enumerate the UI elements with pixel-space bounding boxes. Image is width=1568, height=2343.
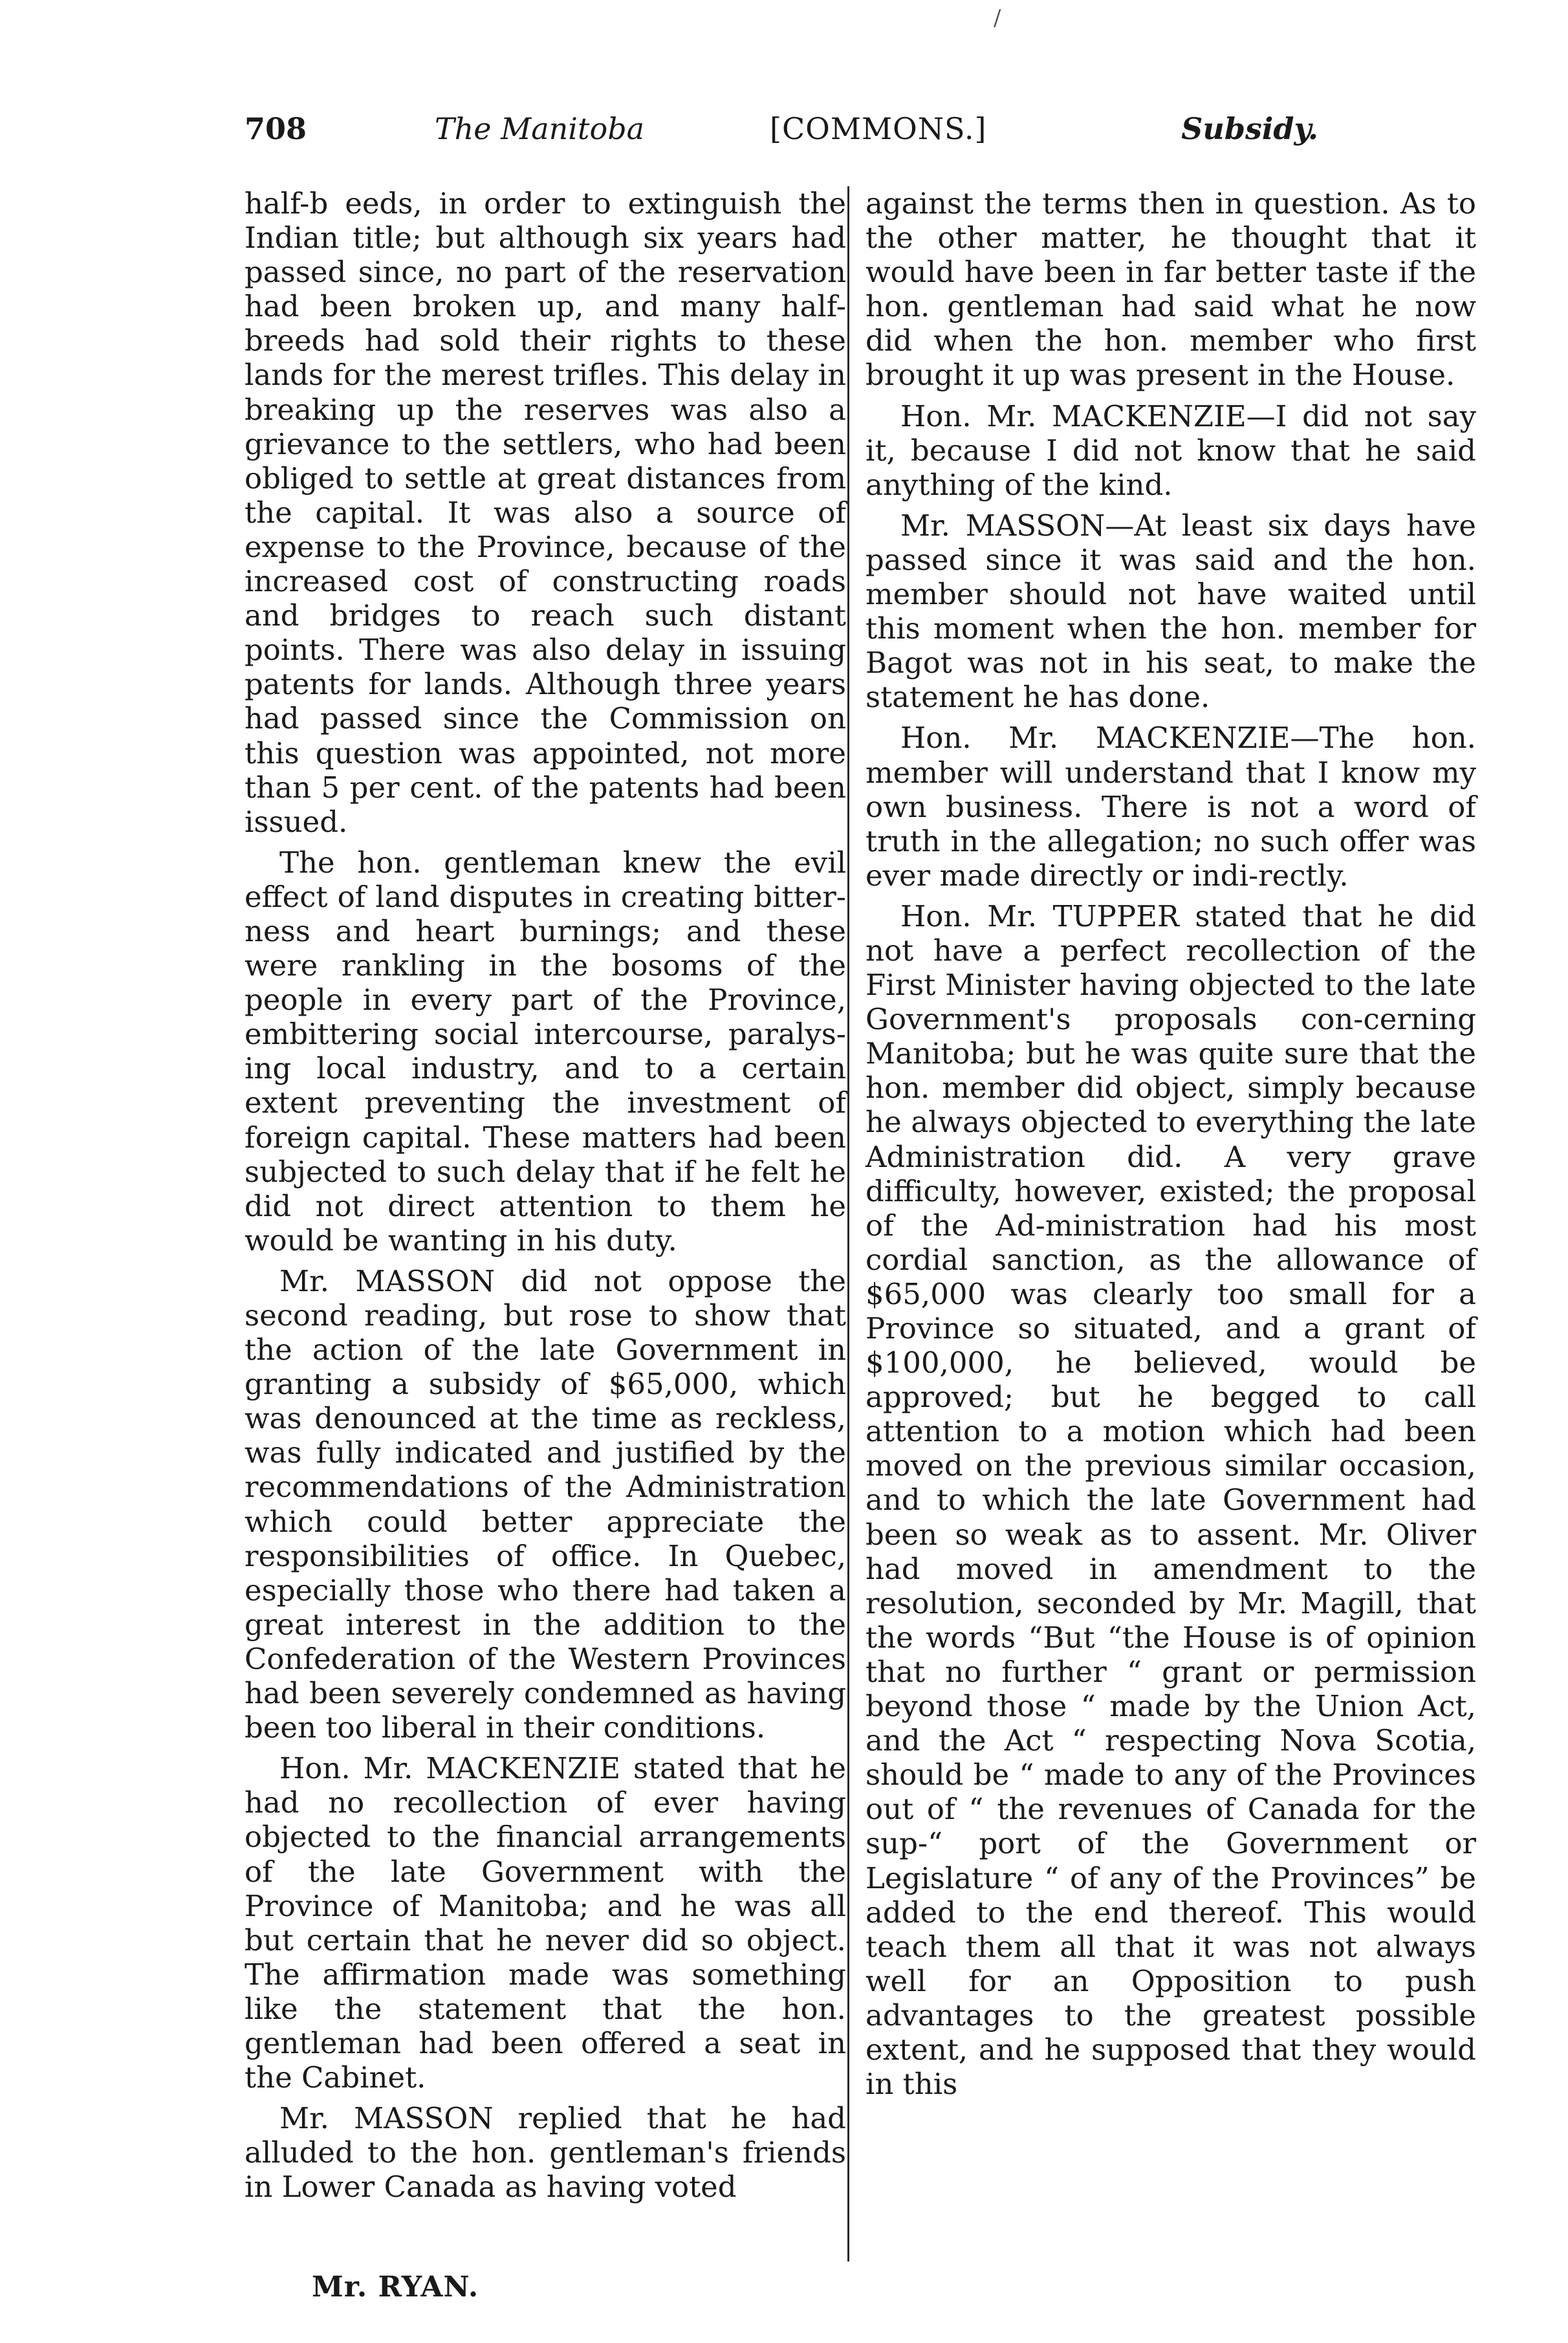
running-title: The Manitoba <box>435 111 645 146</box>
paragraph: Hon. Mr. TUPPER stated that he did not have a perfect recollection of the First Minister having objected to the late Government's proposals con-cerning Manitoba; but he was quite sure that the hon. member did object, simply because he always objected to everything the late Administration did. A very grave difficulty, however, existed; the proposal of the Ad-ministration had his most cordial sanction, as the allowance of $65,000 was clearly too small for a Province so situated, and a grant of $100,000, he believed, would be approved; but he begged to call attention to a motion which had been moved on the previous similar occasion, and to which the late Government had been so weak as to assent. Mr. Oliver had moved in amendment to the resolution, seconded by Mr. Magill, that the words “But “the House is of opinion that no further “ grant or permission beyond those “ made by the Union Act, and the Act “ respecting Nova Scotia, should be “ made to any of the Provinces out of “ the revenues of Canada for the sup-“ port of the Government or Legislature “ of any of the Provinces” be added to the end thereof. This would teach them all that it was not always well for an Opposition to push advantages to the greatest possible extent, and he supposed that they would in this <box>866 899 1476 2102</box>
paragraph: The hon. gentleman knew the evil effect of land disputes in creating bitter-ness and heart burnings; and these were rankling in the bosoms of the people in every part of the Province, embittering social intercourse, paralys-ing local industry, and to a certain extent preventing the investment of foreign capital. These matters had been subjected to such delay that if he felt he did not direct attention to them he would be wanting in his duty. <box>245 845 846 1258</box>
page-number: 708 <box>245 111 307 146</box>
right-column <box>866 186 1476 2101</box>
column-divider <box>847 186 849 2261</box>
running-subject: Subsidy. <box>1181 111 1318 146</box>
paragraph: half-b eeds, in order to extinguish the Indian title; but although six years had passed since, no part of the reservation had been broken up, and many half-breeds had sold their rights to these lands for the merest trifles. This delay in breaking up the reserves was also a grievance to the settlers, who had been obliged to settle at great distances from the capital. It was also a source of expense to the Province, because of the increased cost of constructing roads and bridges to reach such distant points. There was also delay in issuing patents for lands. Although three years had passed since the Commission on this question was appointed, not more than 5 per cent. of the patents had been issued. <box>245 186 846 839</box>
paragraph: Hon. Mr. MACKENZIE—The hon. member will understand that I know my own business. There is not a word of truth in the allegation; no such offer was ever made directly or indi-rectly. <box>866 721 1476 893</box>
page-header <box>245 111 1318 163</box>
left-column <box>245 186 846 2204</box>
paragraph: Mr. MASSON—At least six days have passed since it was said and the hon. member should not have waited until this moment when the hon. member for Bagot was not in his seat, to make the statement he has done. <box>866 508 1476 715</box>
paragraph: Hon. Mr. MACKENZIE stated that he had no recollection of ever having objected to the financial arrangements of the late Government with the Province of Manitoba; and he was all but certain that he never did so object. The affirmation made was something like the statement that the hon. gentleman had been offered a seat in the Cabinet. <box>245 1751 846 2095</box>
paragraph: Mr. MASSON did not oppose the second reading, but rose to show that the action of the late Government in granting a subsidy of $65,000, which was denounced at the time as reckless, was fully indicated and justified by the recommendations of the Administration which could better appreciate the responsibilities of office. In Quebec, especially those who there had taken a great interest in the addition to the Confederation of the Western Provinces had been severely condemned as having been too liberal in their conditions. <box>245 1263 846 1745</box>
house-label: [COMMONS.] <box>770 111 987 146</box>
paragraph: Mr. MASSON replied that he had alluded to the hon. gentleman's friends in Lower Canada as having voted <box>245 2101 846 2205</box>
margin-mark: / <box>994 5 1001 31</box>
page-footer: Mr. RYAN. <box>312 2271 479 2304</box>
paragraph: Hon. Mr. MACKENZIE—I did not say it, because I did not know that he said anything of the kind. <box>866 398 1476 502</box>
paragraph: against the terms then in question. As to the other matter, he thought that it would have been in far better taste if the hon. gentleman had said what he now did when the hon. member who first brought it up was present in the House. <box>866 186 1476 393</box>
